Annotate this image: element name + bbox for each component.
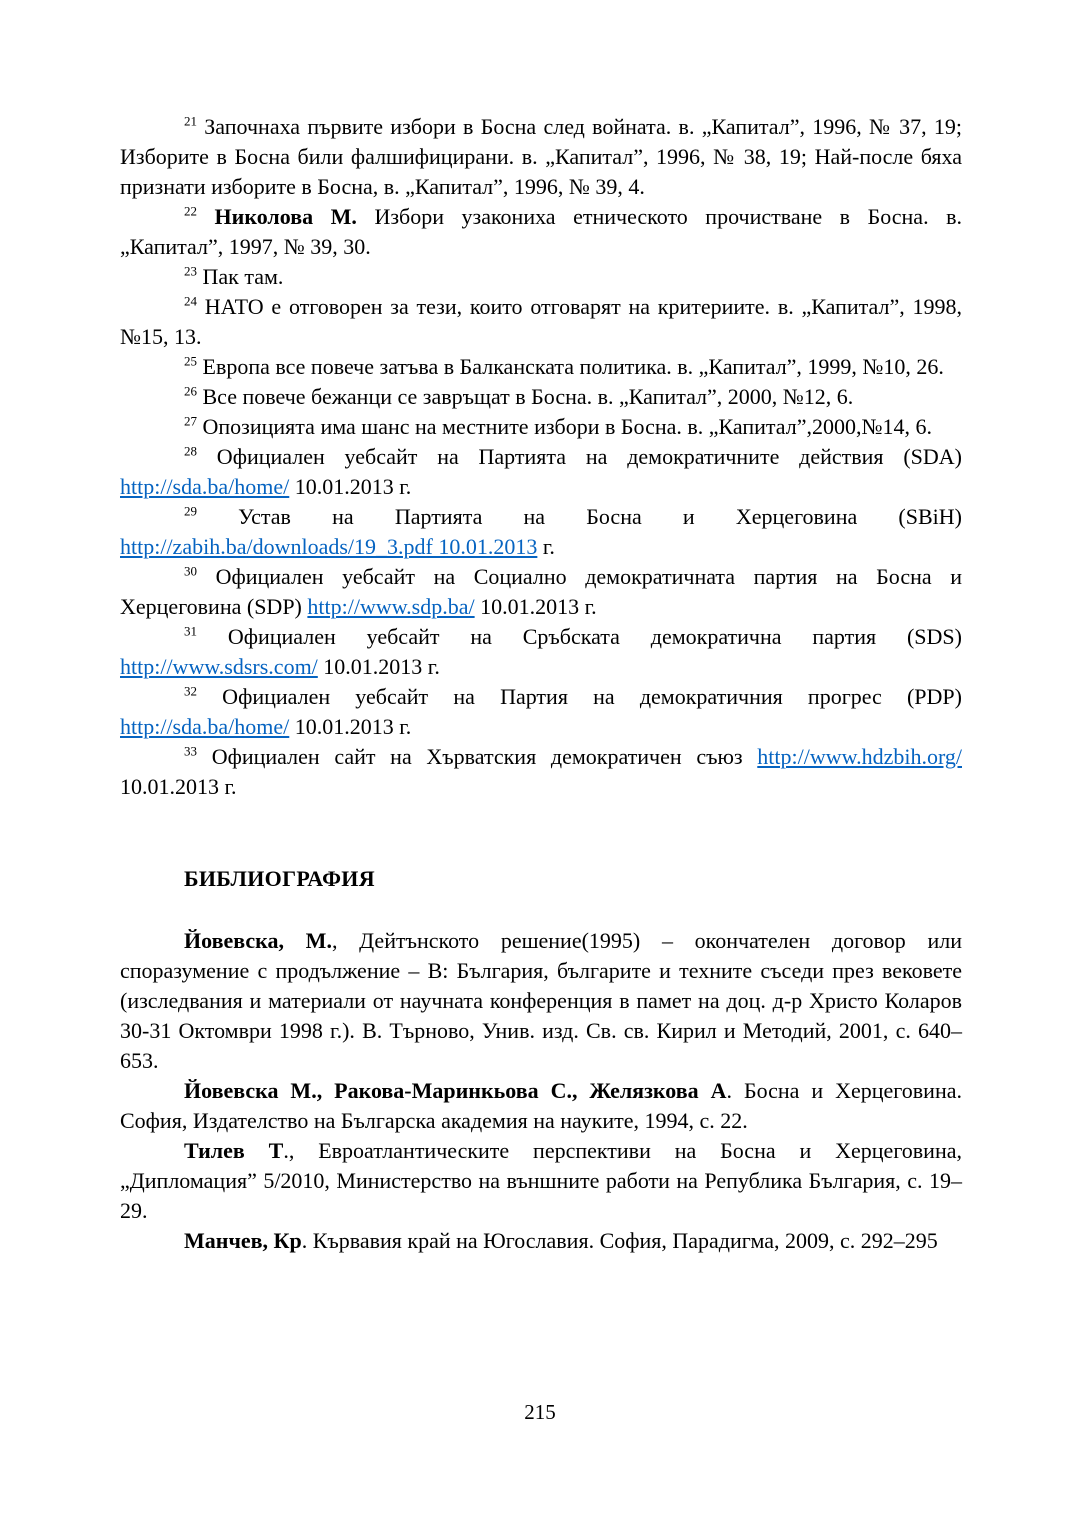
text-run: ., Евроатлантическите перспективи на Босна и Херцеговина, „Дипломация” 5/2010, Министерство на външните работи на Република България, с. 19–29. xyxy=(120,1138,962,1223)
text-run: . Босна и Херцеговина. София, Издателство на Българска академия на науките, 1994, с. 22. xyxy=(120,1078,962,1133)
text-run: 10.01.2013 г. xyxy=(474,594,597,619)
bibliography-entry xyxy=(120,1226,962,1256)
hyperlink[interactable]: http://sda.ba/home/ xyxy=(120,474,290,499)
text-run: Опозицията има шанс на местните избори в Босна. в. „Капитал”,2000,№14, 6. xyxy=(197,414,933,439)
text-run: , Дейтънското решение(1995) – окончателен договор или споразумение с продължение – В: България, българите и техните съседи през вековете (изследвания и материали от научната конференция в памет на доц. д-р Христо Коларов 30-31 Октомври 1998 г.). В. Търново, Унив. изд. Св. св. Кирил и Методий, 2001, с. 640–653. xyxy=(120,928,963,1073)
footnote-marker: 29 xyxy=(184,503,197,519)
text-run: 10.01.2013 г. xyxy=(120,774,237,799)
footnote-paragraph xyxy=(120,442,962,502)
footnote-marker: 31 xyxy=(184,623,197,639)
author-name-bold: Тилев Т xyxy=(184,1138,284,1163)
bibliography-heading: БИБЛИОГРАФИЯ xyxy=(184,866,375,891)
text-run: НАТО е отговорен за тези, които отговарят на критериите. в. „Капитал”, 1998, №15, 13. xyxy=(120,294,962,349)
bibliography-entry xyxy=(120,1136,962,1226)
hyperlink[interactable]: http://zabih.ba/downloads/19_3.pdf 10.01.2013 xyxy=(120,534,538,559)
text-run: Официален сайт на Хърватския демократичен съюз xyxy=(197,744,758,769)
footnote-marker: 21 xyxy=(184,113,197,129)
text-run: 10.01.2013 г. xyxy=(289,474,412,499)
footnote-marker: 24 xyxy=(184,293,197,309)
text-run: Избори узакониха етническото прочистване в Босна. в. „Капитал”, 1997, № 39, 30. xyxy=(120,204,962,259)
hyperlink[interactable]: http://www.sdsrs.com/ xyxy=(120,654,318,679)
hyperlink[interactable]: http://sda.ba/home/ xyxy=(120,714,290,739)
text-run: Официален уебсайт на Партия на демократичния прогрес (PDP) xyxy=(197,684,962,709)
text-run: Започнаха първите избори в Босна след войната. в. „Капитал”, 1996, № 37, 19; Изборите в Босна били фалшифицирани. в. „Капитал”, 1996, № 38, 19; Най-после бяха признати изборите в Босна, в. „Капитал”, 1996, № 39, 4. xyxy=(120,114,962,199)
footnote-marker: 30 xyxy=(184,563,197,579)
footnotes-section xyxy=(120,112,962,802)
footnote-paragraph xyxy=(120,262,962,292)
author-name-bold: Манчев, Кр xyxy=(184,1228,302,1253)
text-run: г. xyxy=(537,534,555,559)
author-name-bold: Йовевска, М. xyxy=(184,928,332,953)
footnote-marker: 32 xyxy=(184,683,197,699)
footnote-paragraph xyxy=(120,562,962,622)
text-run: Официален уебсайт на Сръбската демократична партия (SDS) xyxy=(197,624,962,649)
footnote-paragraph xyxy=(120,112,962,202)
text-run: Официален уебсайт на Социално демократичната партия на Босна и Херцеговина (SDP) xyxy=(120,564,962,619)
text-run: Официален уебсайт на Партията на демократичните действия (SDA) xyxy=(197,444,962,469)
footnote-marker: 28 xyxy=(184,443,197,459)
footnote-paragraph xyxy=(120,622,962,682)
footnote-marker: 23 xyxy=(184,263,197,279)
footnote-marker: 33 xyxy=(184,743,197,759)
text-run: 10.01.2013 г. xyxy=(317,654,440,679)
page-number: 215 xyxy=(524,1400,556,1424)
text-run: Все повече бежанци се завръщат в Босна. в. „Капитал”, 2000, №12, 6. xyxy=(197,384,854,409)
footnote-paragraph xyxy=(120,502,962,562)
footnote-marker: 25 xyxy=(184,353,197,369)
footnote-marker: 22 xyxy=(184,203,197,219)
author-name-bold: Йовевска М., Ракова-Маринкьова С., Желязкова А xyxy=(184,1078,727,1103)
footnote-paragraph xyxy=(120,352,962,382)
footnote-marker: 27 xyxy=(184,413,197,429)
footnote-paragraph xyxy=(120,382,962,412)
footnote-paragraph xyxy=(120,202,962,262)
footnote-paragraph xyxy=(120,292,962,352)
bibliography-entry xyxy=(120,1076,962,1136)
bibliography-entry xyxy=(120,926,962,1076)
hyperlink[interactable]: http://www.sdp.ba/ xyxy=(307,594,475,619)
footnote-paragraph xyxy=(120,682,962,742)
hyperlink[interactable]: http://www.hdzbih.org/ xyxy=(757,744,962,769)
page-content xyxy=(120,112,962,1256)
bibliography-entries xyxy=(120,926,962,1256)
footnote-marker: 26 xyxy=(184,383,197,399)
bibliography-section xyxy=(120,864,962,1256)
text-run: . Кървавия край на Югославия. София, Парадигма, 2009, с. 292–295 xyxy=(301,1228,938,1253)
text-run: Устав на Партията на Босна и Херцеговина (SBiH) xyxy=(197,504,962,529)
footnote-paragraph xyxy=(120,412,962,442)
author-name-bold: Николова М. xyxy=(197,204,357,229)
text-run: Пак там. xyxy=(197,264,284,289)
footnote-paragraph xyxy=(120,742,962,802)
text-run: 10.01.2013 г. xyxy=(289,714,412,739)
text-run: Европа все повече затъва в Балканската политика. в. „Капитал”, 1999, №10, 26. xyxy=(197,354,944,379)
